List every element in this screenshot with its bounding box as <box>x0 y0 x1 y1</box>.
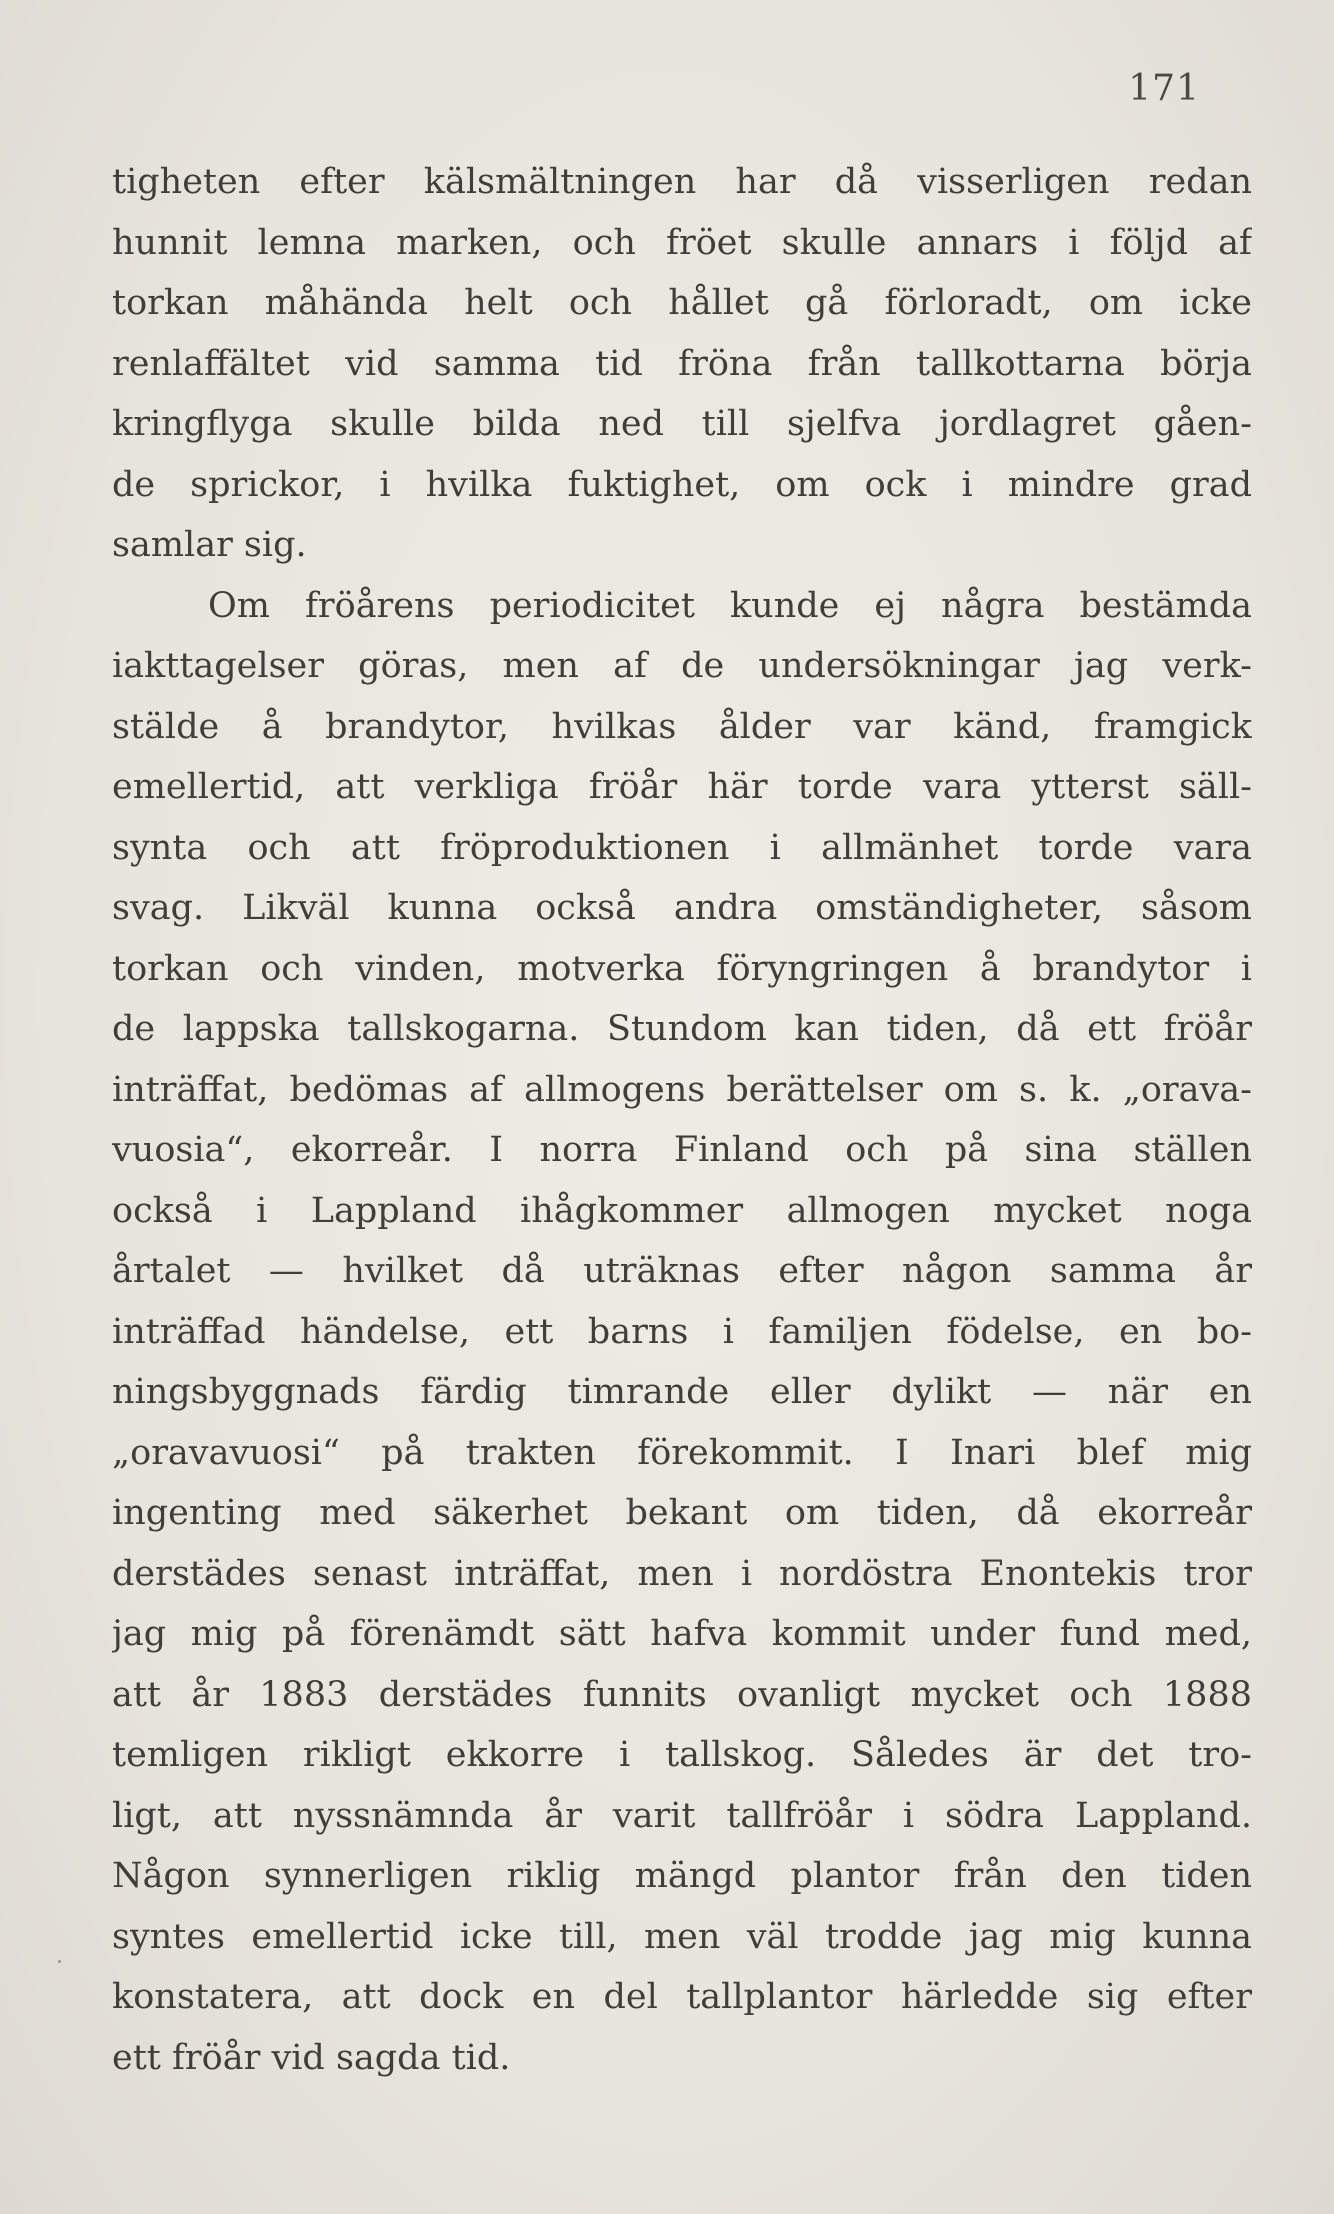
text-line: torkan och vinden, motverka föryngringen å brandytor i <box>112 948 1252 989</box>
text-line: svag. Likväl kunna också andra omständigheter, såsom <box>112 888 1252 928</box>
paper-speck <box>58 1960 61 1963</box>
text-line: „oravavuosi“ på trakten förekommit. I Inari blef mig <box>112 1432 1252 1473</box>
text-line: vuosia“, ekorreår. I norra Finland och på sina ställen <box>112 1130 1252 1170</box>
text-line: samlar sig. <box>112 525 307 565</box>
text-line: Någon synnerligen riklig mängd plantor från den tiden <box>112 1856 1252 1896</box>
page-number: 171 <box>1128 68 1200 109</box>
text-line: syntes emellertid icke till, men väl trodde jag mig kunna <box>112 1916 1252 1957</box>
body-text <box>112 152 1252 2088</box>
text-line: tigheten efter kälsmältningen har då visserligen redan <box>112 162 1252 202</box>
text-line: inträffad händelse, ett barns i familjen födelse, en bo- <box>112 1311 1252 1352</box>
text-line: stälde å brandytor, hvilkas ålder var känd, framgick <box>112 706 1252 747</box>
text-line: hunnit lemna marken, och fröet skulle annars i följd af <box>112 222 1252 263</box>
text-line: synta och att fröproduktionen i allmänhet torde vara <box>112 827 1252 868</box>
text-line: kringflyga skulle bilda ned till sjelfva jordlagret gåen- <box>112 404 1252 444</box>
text-line: att år 1883 derstädes funnits ovanligt mycket och 1888 <box>112 1674 1252 1715</box>
text-line: också i Lappland ihågkommer allmogen mycket noga <box>112 1190 1252 1231</box>
text-line: inträffat, bedömas af allmogens berättelser om s. k. „orava- <box>112 1069 1252 1110</box>
text-line: årtalet — hvilket då uträknas efter någon samma år <box>112 1251 1252 1291</box>
text-line: de lappska tallskogarna. Stundom kan tiden, då ett fröår <box>112 1009 1252 1049</box>
text-line: emellertid, att verkliga fröår här torde vara ytterst säll- <box>112 767 1252 807</box>
text-line: jag mig på förenämdt sätt hafva kommit under fund med, <box>112 1614 1252 1654</box>
text-line: ett fröår vid sagda tid. <box>112 2037 511 2078</box>
text-line: de sprickor, i hvilka fuktighet, om ock i mindre grad <box>112 464 1252 505</box>
text-line: derstädes senast inträffat, men i nordöstra Enontekis tror <box>112 1553 1252 1594</box>
text-line: ligt, att nyssnämnda år varit tallfröår i södra Lappland. <box>112 1795 1252 1836</box>
text-line: ningsbyggnads färdig timrande eller dylikt — när en <box>112 1372 1252 1412</box>
text-line: torkan måhända helt och hållet gå förloradt, om icke <box>112 283 1252 323</box>
text-line: ingenting med säkerhet bekant om tiden, då ekorreår <box>112 1493 1252 1533</box>
text-line: konstatera, att dock en del tallplantor härledde sig efter <box>112 1977 1252 2017</box>
text-line: renlaffältet vid samma tid fröna från tallkottarna börja <box>112 343 1252 384</box>
paragraph-start-line: Om fröårens periodicitet kunde ej några bestämda <box>208 585 1252 626</box>
text-line: temligen rikligt ekkorre i tallskog. Således är det tro- <box>112 1735 1252 1775</box>
text-line: iakttagelser göras, men af de undersökningar jag verk- <box>112 646 1252 686</box>
